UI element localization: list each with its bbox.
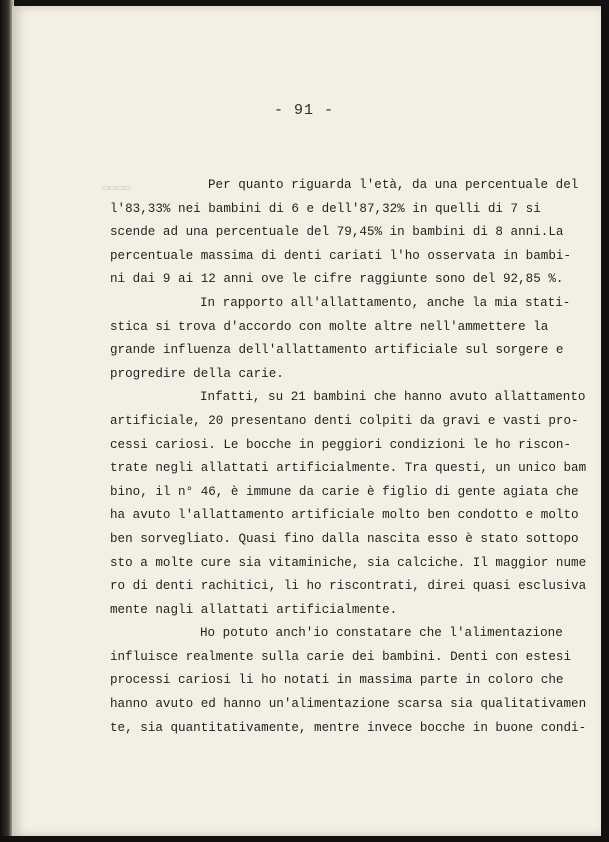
- text-line: processi cariosi li ho notati in massima parte in coloro che: [110, 673, 564, 688]
- text-line: bino, il n° 46, è immune da carie è figlio di gente agiata che: [110, 484, 579, 499]
- text-line: ben sorvegliato. Quasi fino dalla nascita esso è stato sottopo: [110, 531, 579, 546]
- text-line: Per quanto riguarda l'età, da una percentuale del: [208, 178, 579, 192]
- text-line: Infatti, su 21 bambini che hanno avuto allattamento: [200, 390, 586, 405]
- text-line: ha avuto l'allattamento artificiale molto ben condotto e molto: [110, 508, 579, 523]
- text-line: progredire della carie.: [110, 366, 284, 381]
- text-line: sto a molte cure sia vitaminiche, sia calciche. Il maggior nume: [110, 555, 587, 570]
- text-line: ni dai 9 ai 12 anni ove le cifre raggiunte sono del 92,85 %.: [110, 272, 564, 287]
- text-line: ro di denti rachitici, li ho riscontrati, direi quasi esclusiva: [110, 579, 587, 594]
- typewritten-page: [12, 6, 601, 836]
- text-line: l'83,33% nei bambini di 6 e dell'87,32% in quelli di 7 si: [110, 201, 541, 216]
- text-line: grande influenza dell'allattamento artificiale sul sorgere e: [110, 343, 564, 358]
- text-line: trate negli allattati artificialmente. Tra questi, un unico bam: [110, 461, 587, 476]
- page-number: - 91 -: [274, 102, 335, 119]
- body-text: [110, 174, 590, 740]
- text-line: In rapporto all'allattamento, anche la mia stati-: [200, 295, 571, 310]
- text-line: cessi cariosi. Le bocche in peggiori condizioni le ho riscon-: [110, 437, 572, 452]
- text-line: stica si trova d'accordo con molte altre nell'ammettere la: [110, 319, 549, 334]
- text-line: mente nagli allattati artificialmente.: [110, 602, 398, 617]
- text-line: scende ad una percentuale del 79,45% in bambini di 8 anni.La: [110, 225, 564, 240]
- text-line: artificiale, 20 presentano denti colpiti da gravi e vasti pro-: [110, 413, 579, 428]
- bleed-through-mark: ▭▭▭▭: [102, 181, 131, 195]
- text-line: Ho potuto anch'io constatare che l'alimentazione: [200, 626, 563, 641]
- scan-border-bottom: [0, 836, 609, 842]
- scan-border-right: [601, 0, 609, 842]
- text-line: hanno avuto ed hanno un'alimentazione scarsa sia qualitativamen: [110, 697, 587, 712]
- text-line: te, sia quantitativamente, mentre invece bocche in buone condi-: [110, 720, 587, 735]
- text-line: percentuale massima di denti cariati l'ho osservata in bambi-: [110, 248, 572, 263]
- text-line: influisce realmente sulla carie dei bambini. Denti con estesi: [110, 649, 572, 664]
